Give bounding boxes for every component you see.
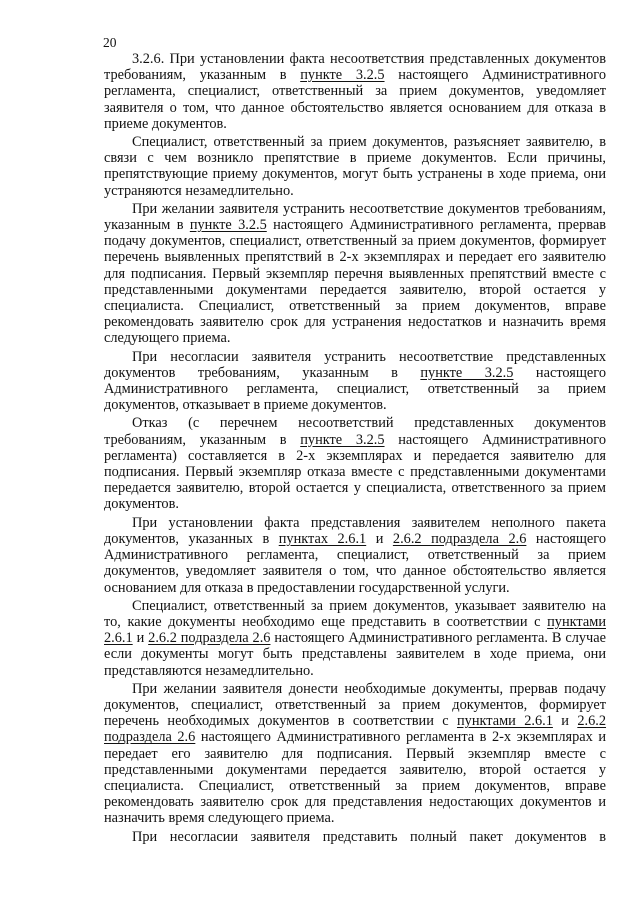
paragraph-text: настоящего Административного регламента, прервав подачу документов, специалист, ответственный за прием документов, формирует перечень выявленных препятствий в 2-х экземплярах и передает его заявителю для подписания. Первый экземпляр перечня выявленных препятствий вместе с представленными документами передается заявителю, второй остается у специалиста. Специалист, ответственный за прием документов, вправе рекомендовать заявителю срок для устранения недостатков и назначить время следующего приема. — [104, 217, 606, 347]
paragraph — [104, 681, 606, 827]
paragraph-text: При желании заявителя донести необходимые документы, прервав подачу документов, специалист, ответственный за прием документов, формирует перечень необходимых документов в соответствии с — [104, 680, 606, 730]
cross-reference-link[interactable]: пункте 3.2.5 — [420, 364, 514, 381]
paragraph-text: При несогласии заявителя представить полный пакет документов в — [132, 828, 606, 845]
paragraph-text: настоящего Административного регламента, специалист, ответственный за прием документов, отказывает в приеме документов. — [104, 364, 606, 414]
paragraph-text: При несогласии заявителя устранить несоответствие представленных документов требованиям, указанным в — [104, 348, 606, 381]
cross-reference-link[interactable]: пункте 3.2.5 — [300, 431, 385, 448]
paragraph-text: Специалист, ответственный за прием документов, указывает заявителю на то, какие документы необходимо еще представить в соответствии с — [104, 597, 606, 630]
paragraph — [104, 415, 606, 512]
paragraph-text: настоящего Административного регламента, специалист, ответственный за прием документов, уведомляет заявителя о том, что данное обстоятельство является основанием для отказа в предоставлении государственной услуги. — [104, 530, 606, 596]
paragraph-text: настоящего Административного регламента, специалист, ответственный за прием документов, уведомляет заявителя о том, что данное обстоятельство является основанием для отказа в приеме документов. — [104, 67, 606, 132]
paragraph — [104, 515, 606, 596]
paragraph-text: 3.2.6. При установлении факта несоответствия представленных документов требованиям, указанным в — [104, 51, 606, 84]
cross-reference-link[interactable]: пункте 3.2.5 — [300, 67, 385, 84]
paragraph-text: Отказ (с перечнем несоответствий представленных документов требованиям, указанным в — [104, 415, 606, 448]
paragraph-text: и — [132, 630, 149, 647]
paragraph-text: настоящего Административного регламента) составляется в 2-х экземплярах и передается заявителю для подписания. Первый экземпляр отказа вместе с представленными документами передается заявителю, второй остается у специалиста, ответственного за прием документов. — [104, 431, 606, 513]
paragraph-text: настоящего Административного регламента. В случае если документы могут быть представлены заявителем в ходе приема, они представляются незамедлительно. — [104, 630, 607, 679]
cross-reference-link[interactable]: 2.6.2 подраздела 2.6 — [392, 530, 527, 547]
paragraph-text: При установлении факта представления заявителем неполного пакета документов, указанных в — [104, 514, 606, 547]
cross-reference-link[interactable]: пунктах 2.6.1 — [278, 530, 367, 547]
paragraph-text: Специалист, ответственный за прием документов, разъясняет заявителю, в связи с чем возникло препятствие в приеме документов. Если причины, препятствующие приему документов, могут быть устранены в ходе приема, они устраняются незамедлительно. — [104, 134, 606, 199]
cross-reference-link[interactable]: пунктами 2.6.1 — [104, 613, 606, 647]
cross-reference-link[interactable]: пунктами 2.6.1 — [456, 713, 553, 730]
paragraph-text: и — [552, 713, 578, 730]
paragraph-text: настоящего Административного регламента в 2-х экземплярах и передает его заявителю для подписания. Первый экземпляр вместе с представленными документами передается заявителю, второй остается у специалиста. Специалист, ответственный за прием документов, вправе рекомендовать заявителю срок для представления недостающих документов и назначить время следующего приема. — [104, 729, 606, 827]
paragraph — [104, 201, 606, 347]
paragraph — [104, 134, 606, 199]
cross-reference-link[interactable]: 2.6.2 подраздела 2.6 — [148, 630, 271, 647]
paragraph — [104, 349, 606, 414]
cross-reference-link[interactable]: 2.6.2 подраздела 2.6 — [104, 713, 607, 746]
paragraph-text: и — [366, 530, 393, 547]
paragraph — [104, 598, 606, 679]
paragraph — [104, 51, 606, 132]
page-number: 20 — [103, 35, 117, 50]
paragraph-text: При желании заявителя устранить несоответствие документов требованиям, указанным в — [104, 200, 606, 234]
cross-reference-link[interactable]: пункте 3.2.5 — [189, 217, 267, 234]
document-body — [104, 51, 606, 845]
paragraph — [104, 829, 606, 845]
